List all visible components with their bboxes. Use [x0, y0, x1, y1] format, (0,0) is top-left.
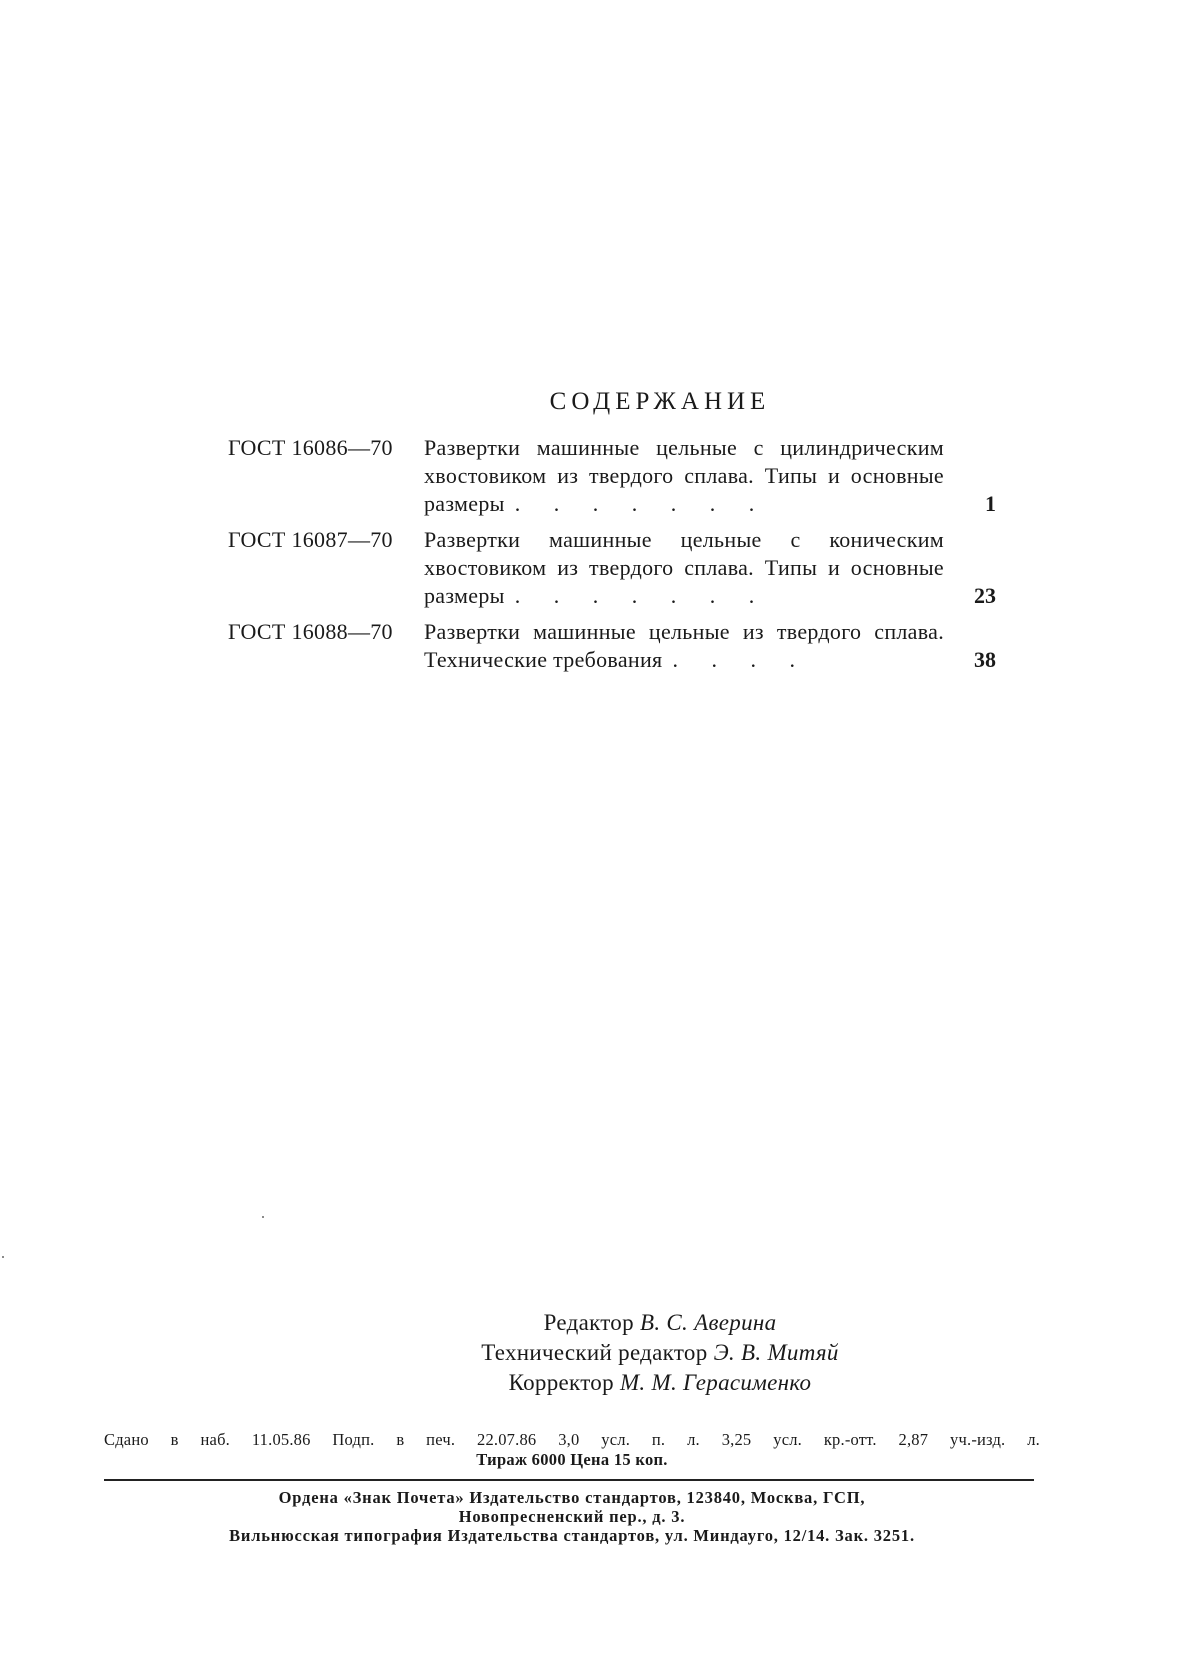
- imprint-print-data: Сдано в наб. 11.05.86 Подп. в печ. 22.07.86 3,0 усл. п. л. 3,25 усл. кр.-отт. 2,87 уч.-изд. л.: [104, 1430, 1040, 1449]
- imprint-circulation-price: Тираж 6000 Цена 15 коп.: [476, 1450, 668, 1469]
- toc-entry-description: [424, 434, 944, 518]
- credits-block: [0, 1308, 1187, 1398]
- toc-entry-title: Развертки машинные цельные с коническим хвостовиком из твердого сплава. Типы и основные размеры: [424, 527, 944, 608]
- printer-line: Вильнюсская типография Издательства стандартов, ул. Миндауго, 12/14. Зак. 3251.: [229, 1526, 915, 1545]
- toc-dot-leader: . . . .: [672, 647, 809, 672]
- toc-entry: [228, 618, 1008, 674]
- tech-editor-name: Э. В. Митяй: [713, 1340, 839, 1365]
- toc-entry-code: ГОСТ 16088—70: [228, 619, 393, 644]
- toc-entry-code: ГОСТ 16087—70: [228, 527, 393, 552]
- toc-entry: [228, 526, 1008, 610]
- imprint-block: [104, 1430, 1040, 1470]
- toc-entry-code: ГОСТ 16086—70: [228, 435, 393, 460]
- publisher-address-line: Новопресненский пер., д. 3.: [458, 1507, 686, 1526]
- toc-entry-title: Развертки машинные цельные с цилиндрическим хвостовиком из твердого сплава. Типы и основные размеры: [424, 435, 944, 516]
- editor-line: [0, 1308, 1187, 1338]
- toc-entry-page: 38: [974, 647, 996, 672]
- editor-name: В. С. Аверина: [639, 1310, 777, 1335]
- publisher-line: Ордена «Знак Почета» Издательство стандартов, 123840, Москва, ГСП,: [278, 1488, 866, 1507]
- scan-speck: [2, 1256, 4, 1258]
- toc-dot-leader: . . . . . . .: [514, 491, 769, 516]
- toc-title: СОДЕРЖАНИЕ: [549, 388, 771, 415]
- toc-entry-description: [424, 618, 944, 674]
- toc-entry-title: Развертки машинные цельные из твердого сплава. Технические требования: [424, 619, 944, 672]
- proofreader-name: М. М. Герасименко: [619, 1370, 812, 1395]
- tech-editor-line: [0, 1338, 1187, 1368]
- toc-entry-page: 1: [985, 491, 996, 516]
- publisher-block: [104, 1488, 1040, 1545]
- toc-entry-description: [424, 526, 944, 610]
- toc-entry: [228, 434, 1008, 518]
- proofreader-label: Корректор: [508, 1370, 614, 1395]
- toc-entry-page: 23: [974, 583, 996, 608]
- toc-dot-leader: . . . . . . .: [514, 583, 769, 608]
- divider-rule: [104, 1479, 1034, 1481]
- scan-speck: [262, 1216, 264, 1218]
- editor-label: Редактор: [543, 1310, 634, 1335]
- tech-editor-label: Технический редактор: [481, 1340, 708, 1365]
- table-of-contents: [228, 434, 1008, 682]
- proofreader-line: [0, 1368, 1187, 1398]
